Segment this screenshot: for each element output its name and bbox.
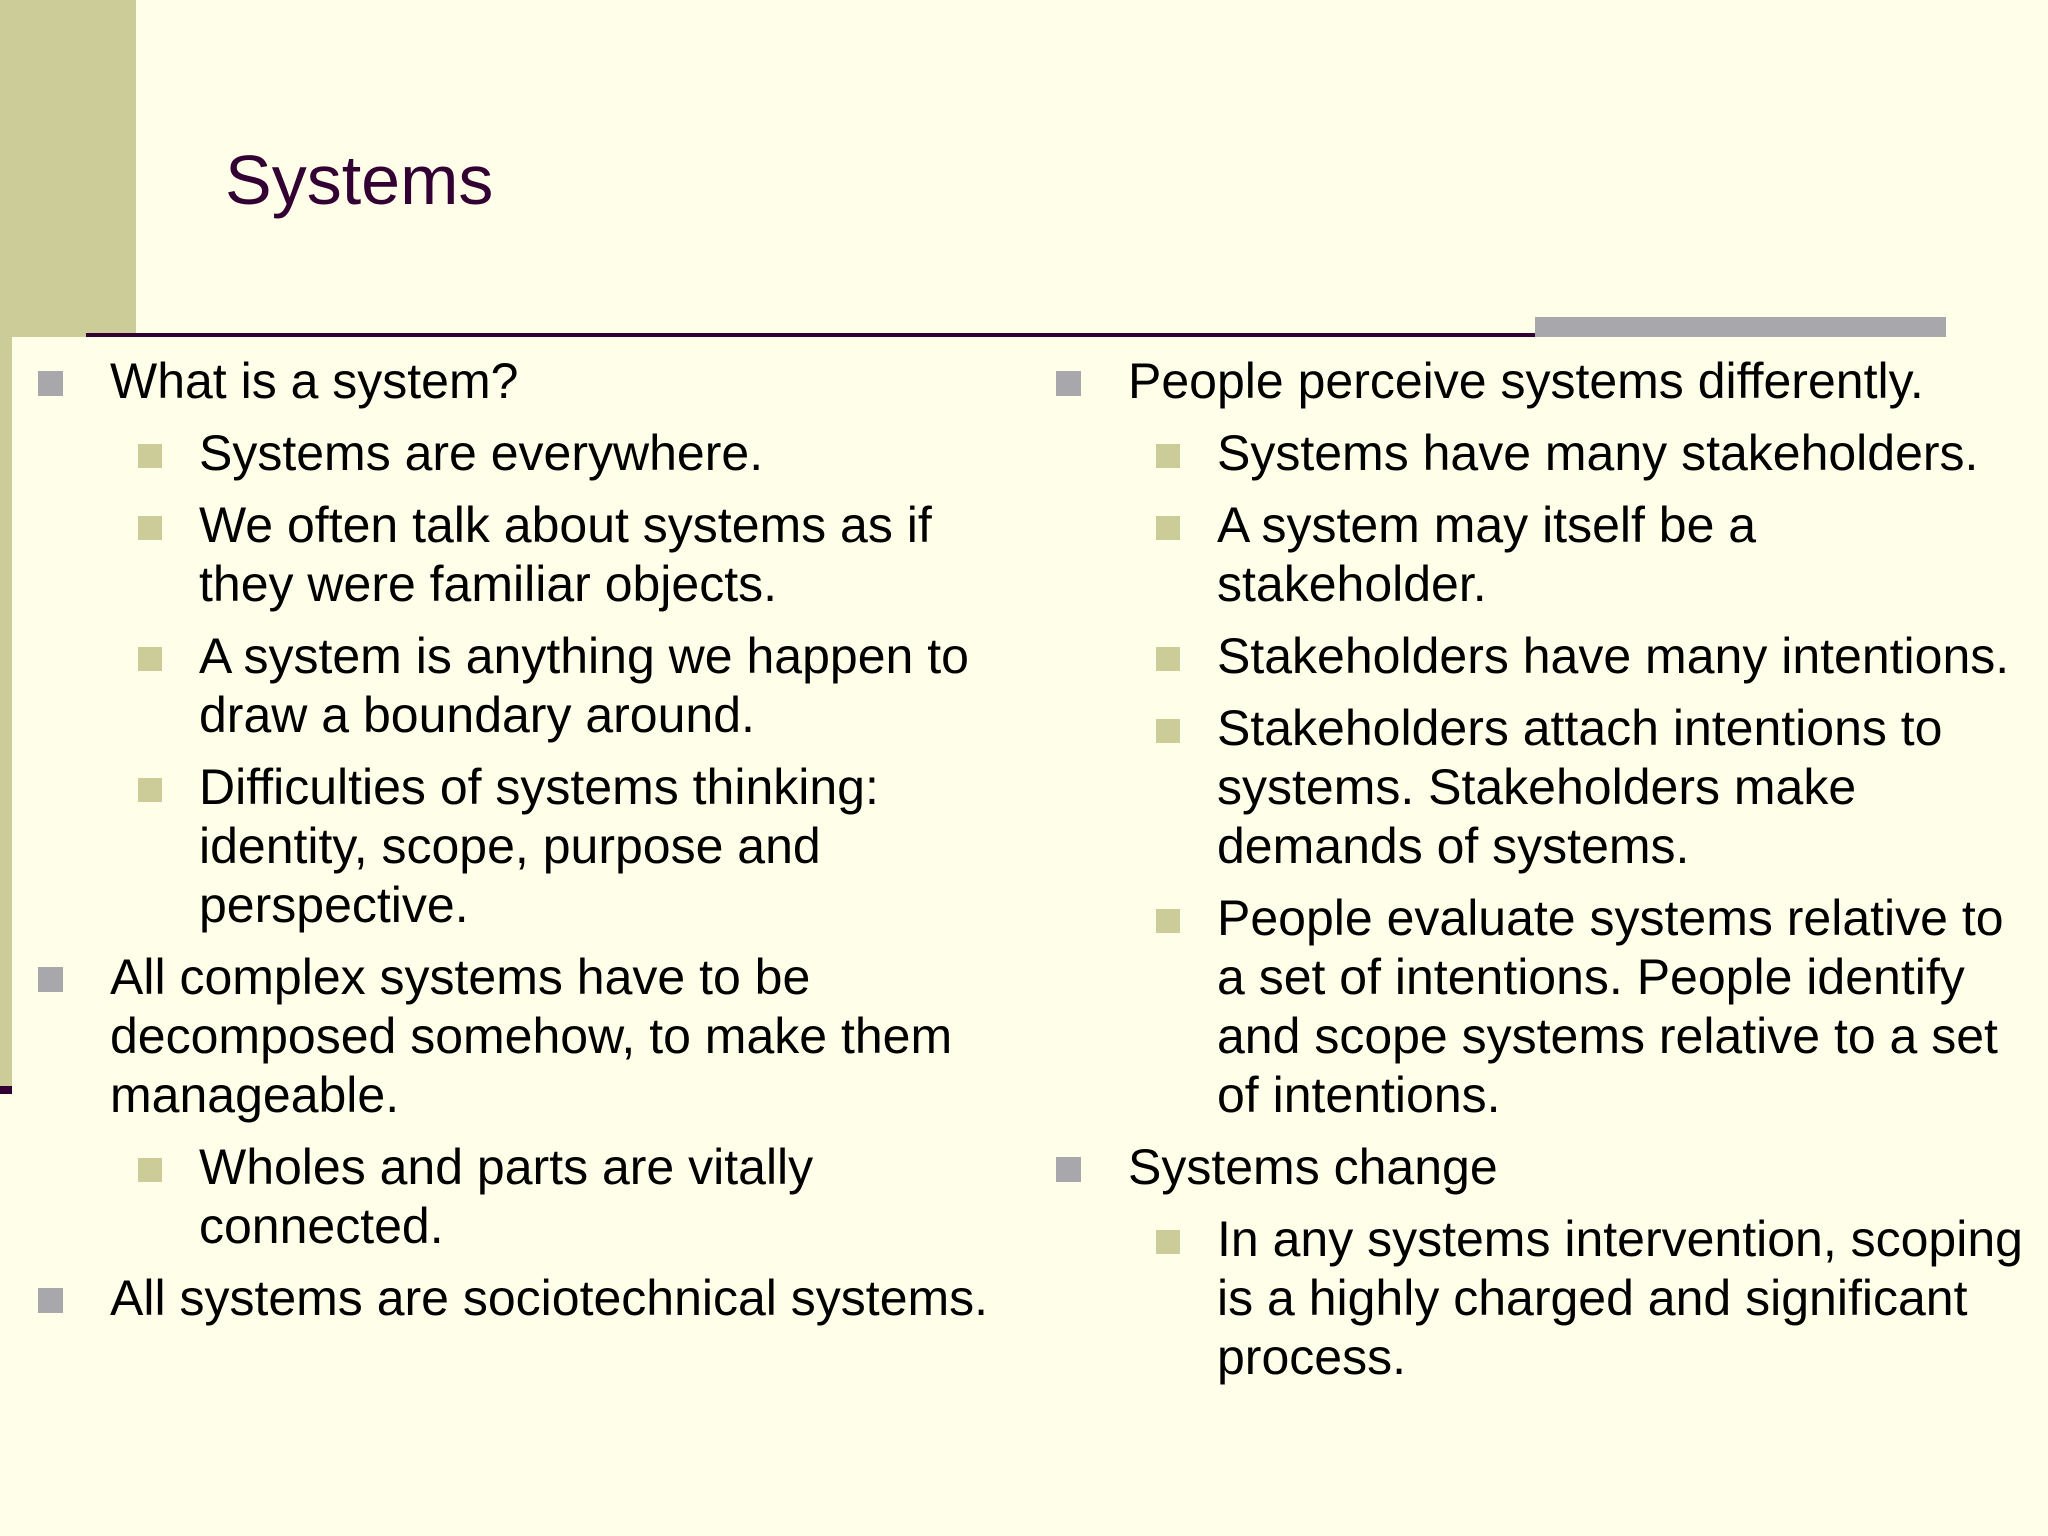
sub-bullet-item [1052,627,2032,686]
square-bullet-icon [138,1158,162,1182]
square-bullet-icon [38,967,63,992]
bullet-item [1052,352,2032,411]
sub-bullet-item [1052,699,2032,876]
square-bullet-icon [138,778,162,802]
square-bullet-icon [1156,444,1180,468]
bullet-text: All complex systems have to be decomposed somehow, to make them manageable. [110,949,953,1123]
bullet-item [34,352,1014,411]
right-column [1052,352,2032,1400]
left-column [34,352,1014,1341]
sub-bullet-item [1052,424,2032,483]
sub-bullet-item [1052,496,2032,614]
bullet-text: Systems have many stakeholders. [1217,425,1979,481]
bullet-text: People evaluate systems relative to a set of intentions. People identify and scope systems relative to a set of intentions. [1217,890,2004,1123]
square-bullet-icon [1056,1157,1081,1182]
bullet-text: Wholes and parts are vitally connected. [199,1139,814,1254]
square-bullet-icon [38,1288,63,1313]
bullet-text: Stakeholders have many intentions. [1217,628,2010,684]
bullet-text: Stakeholders attach intentions to systems. Stakeholders make demands of systems. [1217,700,1943,874]
bullet-text: In any systems intervention, scoping is a highly charged and significant process. [1217,1211,2023,1385]
bullet-text: A system is anything we happen to draw a boundary around. [199,628,969,743]
left-accent-foot [0,1086,12,1094]
bullet-item [34,948,1014,1125]
square-bullet-icon [1156,1230,1180,1254]
sub-bullet-item [34,627,1014,745]
bullet-item [34,1269,1014,1328]
bullet-text: People perceive systems differently. [1128,353,1924,409]
bullet-text: Difficulties of systems thinking: identity, scope, purpose and perspective. [199,759,879,933]
sub-bullet-item [1052,889,2032,1125]
bullet-text: What is a system? [110,353,519,409]
sub-bullet-item [34,1138,1014,1256]
bullet-text: Systems are everywhere. [199,425,764,481]
bullet-text: Systems change [1128,1139,1498,1195]
square-bullet-icon [1156,719,1180,743]
square-bullet-icon [138,516,162,540]
title-rule-accent [1535,317,1946,339]
square-bullet-icon [138,444,162,468]
sub-bullet-item [34,496,1014,614]
bullet-text: A system may itself be a stakeholder. [1217,497,1757,612]
sub-bullet-item [1052,1210,2032,1387]
square-bullet-icon [1056,371,1081,396]
square-bullet-icon [1156,516,1180,540]
sub-bullet-item [34,424,1014,483]
bullet-text: All systems are sociotechnical systems. [110,1270,989,1326]
bullet-text: We often talk about systems as if they were familiar objects. [199,497,932,612]
slide-title: Systems [225,141,494,219]
square-bullet-icon [1156,909,1180,933]
square-bullet-icon [38,371,63,396]
sub-bullet-item [34,758,1014,935]
bullet-item [1052,1138,2032,1197]
square-bullet-icon [1156,647,1180,671]
square-bullet-icon [138,647,162,671]
